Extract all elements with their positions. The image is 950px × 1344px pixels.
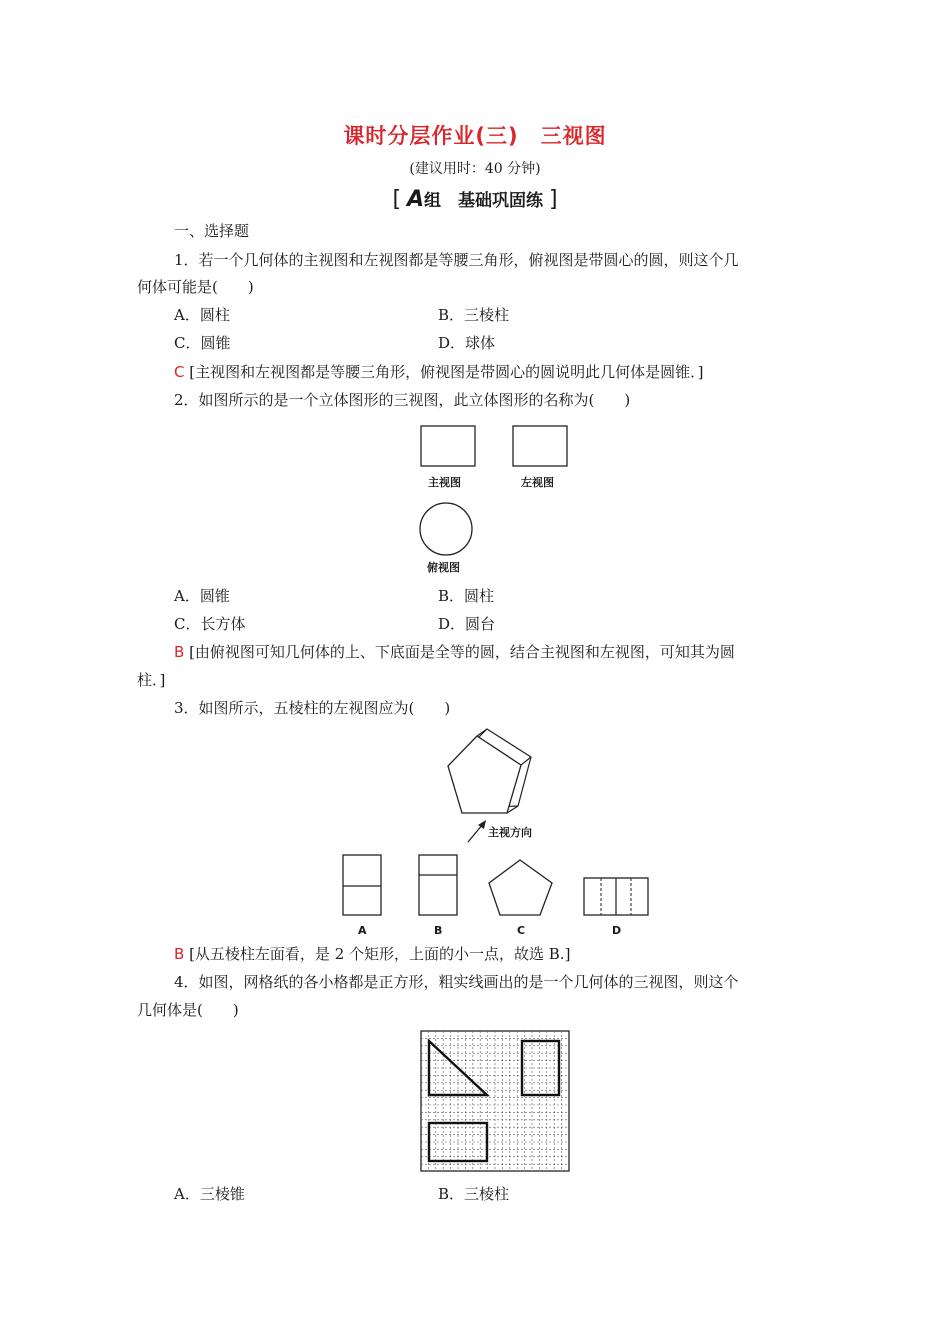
q3-explanation: [从五棱柱左面看，是 2 个矩形，上面的小一点，故选 B.] <box>189 945 571 963</box>
q2-explanation-line2: 柱．] <box>137 671 166 689</box>
q1-option-d: D．球体 <box>438 334 496 352</box>
q4-option-a: A．三棱锥 <box>174 1185 245 1203</box>
q4-stem-line1: 4．如图，网格纸的各小格都是正方形，粗实线画出的是一个几何体的三视图，则这个 <box>174 973 739 991</box>
q3-stem: 3．如图所示，五棱柱的左视图应为( ) <box>174 699 451 717</box>
q2-option-a: A．圆锥 <box>174 587 230 605</box>
q3-label-c: C <box>517 924 526 937</box>
q1-stem-line1: 1．若一个几何体的主视图和左视图都是等腰三角形，俯视图是带圆心的圆，则这个几 <box>174 251 739 269</box>
q3-direction-caption: 主视方向 <box>488 826 532 839</box>
q3-label-a: A <box>358 924 367 937</box>
page-title: 课时分层作业(三) 三视图 <box>343 124 607 148</box>
q4-stem-line2: 几何体是( ) <box>137 1001 239 1019</box>
section-heading: 一、选择题 <box>174 222 250 240</box>
q2-explanation-line1: [由俯视图可知几何体的上、下底面是全等的圆，结合主视图和左视图，可知其为圆 <box>189 643 735 661</box>
q2-front-view-caption: 主视图 <box>428 476 461 489</box>
group-letter: A <box>406 187 425 212</box>
q3-answer: B <box>174 945 185 963</box>
q2-option-d: D．圆台 <box>438 615 496 633</box>
q1-option-b: B．三棱柱 <box>438 306 510 324</box>
suggested-time: (建议用时：40 分钟) <box>409 161 541 177</box>
q2-left-view-caption: 左视图 <box>521 476 554 489</box>
q1-option-a: A．圆柱 <box>174 306 230 324</box>
group-label: 组 基础巩固练 <box>424 191 544 211</box>
q1-option-c: C．圆锥 <box>174 334 231 352</box>
q2-option-b: B．圆柱 <box>438 587 495 605</box>
group-bracket-close: ] <box>548 187 558 212</box>
q2-stem: 2．如图所示的是一个立体图形的三视图，此立体图形的名称为( ) <box>174 391 631 409</box>
q1-answer: C <box>174 363 185 381</box>
q4-option-b: B．三棱柱 <box>438 1185 510 1203</box>
q3-label-d: D <box>612 924 622 937</box>
q2-answer: B <box>174 643 185 661</box>
q1-explanation: [主视图和左视图都是等腰三角形，俯视图是带圆心的圆说明此几何体是圆锥．] <box>189 363 704 381</box>
q1-stem-line2: 何体可能是( ) <box>137 278 254 296</box>
q3-label-b: B <box>434 924 443 937</box>
group-bracket-open: [ <box>392 187 402 212</box>
q4-grid-lines <box>421 1031 569 1171</box>
q2-top-view-caption: 俯视图 <box>427 561 460 574</box>
q2-option-c: C．长方体 <box>174 615 246 633</box>
